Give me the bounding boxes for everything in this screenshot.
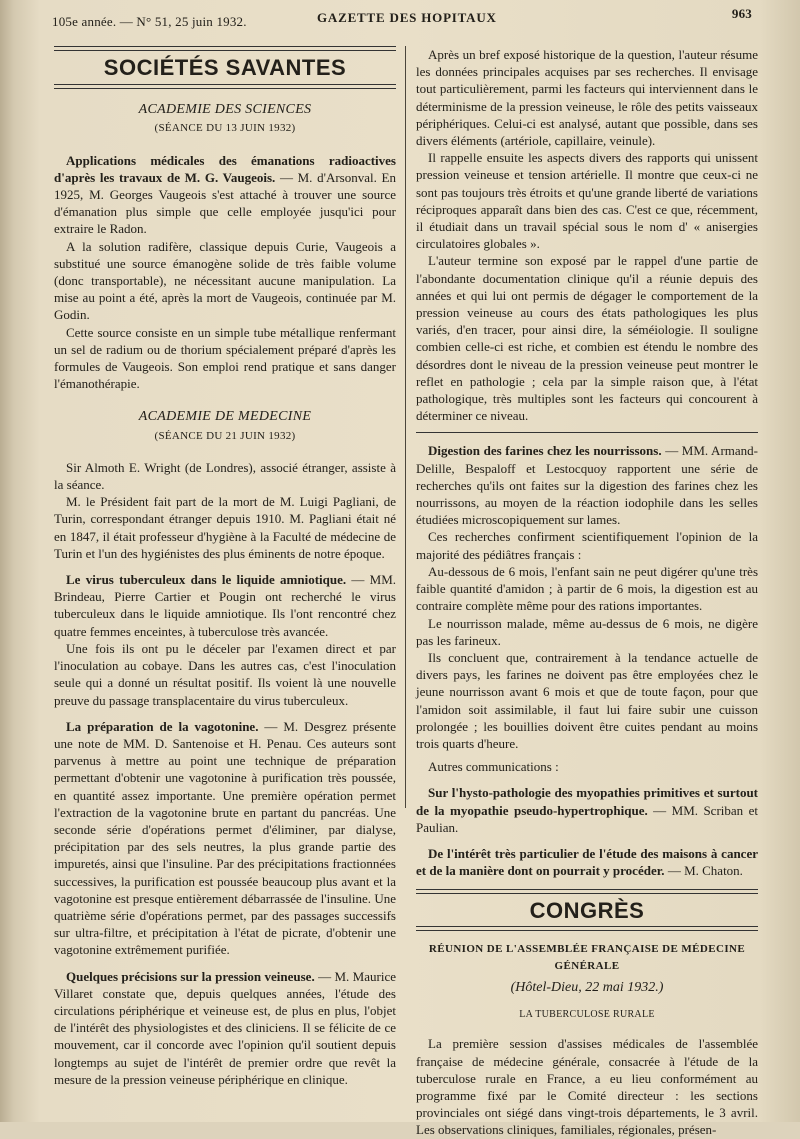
- article-paragraph: [54, 968, 396, 1088]
- article-title: Applications médicales des émanations radioactives d'après les travaux de M. G. Vaugeois.: [54, 152, 396, 185]
- article-title: Le virus tuberculeux dans le liquide amniotique.: [66, 572, 347, 588]
- article-paragraph: Au-dessous de 6 mois, l'enfant sain ne peut digérer qu'une très faible quantité d'amidon ; à partir de 6 mois, la digestion est au contraire complète même pour des rations importantes.: [416, 563, 758, 614]
- article-title: Digestion des farines chez les nourrissons.: [428, 443, 662, 459]
- article-paragraph: [416, 784, 758, 836]
- double-rule: [416, 926, 758, 931]
- article-text: — MM. Scriban et Paulian.: [416, 802, 758, 835]
- article-title: La préparation de la vagotonine.: [66, 718, 259, 734]
- left-column: [54, 46, 396, 1088]
- meeting-title: RÉUNION DE L'ASSEMBLÉE FRANÇAISE DE MÉDECINE GÉNÉRALE: [428, 942, 746, 972]
- academy-title: ACADEMIE DE MEDECINE: [138, 409, 312, 425]
- article-text: — M. Chaton.: [664, 863, 743, 879]
- article-paragraph: [416, 442, 758, 528]
- article-text: — M. d'Arsonval. En 1925, M. Georges Vaugeois s'est attaché à trouver une source d'émanation plus simple que celle employée jusqu'ici pour extraire le Radon.: [54, 169, 396, 237]
- article-title: Sur l'hysto-pathologie des myopathies primitives et surtout de la myopathie pseudo-hypertrophique.: [416, 785, 758, 818]
- double-rule: [54, 84, 396, 89]
- article-paragraph: [54, 718, 396, 959]
- page-header: [52, 8, 752, 34]
- issue-info: 105e année. — N° 51, 25 juin 1932.: [52, 14, 247, 29]
- article-paragraph: Le nourrisson malade, même au-dessus de 6 mois, ne digère pas les farineux.: [416, 615, 758, 648]
- article-paragraph: L'auteur termine son exposé par le rappel d'une partie de l'abondante documentation clinique qu'il a réunie depuis des années et qui lui ont permis de dégager le comportement de la pression veineuse au cours des états pathologiques les plus variés, d'en tracer, pour ainsi dire, la séméiologie. Il souligne combien celle-ci est riche, et combien est étendu le nombre des désordres dont le niveau de la pression veineuse peut montrer le reflet en pathologie ; cela par la simple raison que, à l'état pathologique, très multiples sont les facteurs qui concourent à déterminer ce niveau.: [416, 253, 758, 424]
- article-text: — M. Desgrez présente une note de MM. D. Santenoise et H. Penau. Ces auteurs sont parvenus à mettre au point une technique de préparation permettant d'obtenir une vagotonine à purification très poussée, en quantité assez importante. Une première opération permet l'extraction de la vagotonine brute en partant du pancréas. Une seconde série d'opérations permet d'éliminer, par dialyse, précipitation par des sels neutres, la plus grande partie des impuretés, ainsi que l'insuline. Par des précipitations fractionnées successives, la purification est poussée beaucoup plus avant et la vagotonine est presque entièrement débarrassée de l'insuline. Une quatrième série d'opérations permet, par des passages successifs sur ultra-filtre, et précipitation à l'état de picrate, d'obtenir une vagotonine extrêmement purifiée.: [54, 718, 396, 958]
- article-paragraph: Sir Almoth E. Wright (de Londres), associé étranger, assiste à la séance.: [54, 459, 396, 493]
- subsection-title: LA TUBERCULOSE RURALE: [519, 1009, 655, 1021]
- article-paragraph: Ces recherches confirment scientifiquement l'opinion de la majorité des pédiâtres français :: [416, 529, 758, 562]
- article-title: Quelques précisions sur la pression veineuse.: [66, 968, 315, 984]
- article-paragraph: M. le Président fait part de la mort de M. Luigi Pagliani, de Turin, correspondant étranger depuis 1910. M. Pagliani était né en 1847, il était professeur d'hygiène à la Faculté de médecine de Turin et l'un des hygiénistes des plus éminents de notre époque.: [54, 494, 396, 561]
- article-paragraph: Ils concluent que, contrairement à la tendance actuelle de divers pays, les farines ne doivent pas être employées chez le jeune nourrisson avant 6 mois et que de toute façon, pour que l'amidon soit assimilable, il faut lui faire subir une cuisson prolongée ; les bouillies doivent être cuites pendant au moins trois quarts d'heure.: [416, 649, 758, 751]
- academy-title: ACADEMIE DES SCIENCES: [138, 102, 312, 118]
- article-paragraph: [54, 571, 396, 640]
- congress-title: CONGRÈS: [529, 898, 645, 924]
- article-paragraph: [416, 845, 758, 879]
- article-paragraph: Cette source consiste en un simple tube métallique renfermant un sel de radium ou de thorium spécialement préparé d'après les formules de Vaugeois. Son emploi rend pratique et sans danger l'émanothérapie.: [54, 324, 396, 392]
- article-title: De l'intérêt très particulier de l'étude des maisons à cancer et de la manière dont on pourrait y procéder.: [416, 845, 758, 879]
- session-date: (SÉANCE DU 13 JUIN 1932): [154, 122, 296, 135]
- article-paragraph: Il rappelle ensuite les aspects divers des rapports qui unissent pression veineuse et tension artérielle. Il montre que ceux-ci ne sont pas toujours très étroits et qu'une grande liberté de variations réciproques apparaît dans bien des cas. C'est ce que, récemment, il étudiait dans un travail spécial sous le nom d' « anisergies circulatoires globales ».: [416, 150, 758, 252]
- journal-title: GAZETTE DES HOPITAUX: [317, 10, 497, 25]
- article-paragraph: A la solution radifère, classique depuis Curie, Vaugeois a substitué une source émanogène solide de très faible volume (donc transportable), ne nécessitant aucune manipulation. La mise au point a été, après la mort de Vaugeois, continuée par M. Godin.: [54, 238, 396, 323]
- page-number: 963: [731, 6, 752, 21]
- double-rule: [416, 889, 758, 894]
- article-text: — MM. Armand-Delille, Bespaloff et Lestocquoy rapportent une série de recherches qu'ils ont faites sur la digestion des farines chez les nourrissons, au moyen de la réaction iodophile dans les selles étudiées microscopiquement sur lames.: [416, 443, 758, 528]
- article-paragraph: Une fois ils ont pu le déceler par l'examen direct et par l'inoculation au cobaye. Dans les autres cas, c'est l'inoculation seule qui a donné un résultat positif. Ils voient là une nouvelle preuve du passage transplacentaire du virus tuberculeux.: [54, 640, 396, 708]
- article-paragraph: La première session d'assises médicales de l'assemblée française de médecine générale, consacrée à l'étude de la tuberculose rurale en France, a eu lieu conformément au programme fixé par le Comité directeur : les sections provinciales ont siégé dans vingt-trois départements, le 3 avril. Les observations cliniques, familiales, régionales, présen-: [416, 1036, 758, 1138]
- article-text: — M. Maurice Villaret constate que, depuis quelques années, l'étude des circulations périphérique et veineuse est, de plus en plus, l'objet de l'intérêt des physiologistes et des cliniciens. Il se félicite de ce mouvement, car il concorde avec l'opinion qu'il soutient depuis longtemps au sujet de l'intérêt de premier ordre que revêt la mesure de la pression veineuse périphérique en clinique.: [54, 968, 396, 1087]
- session-date: (SÉANCE DU 21 JUIN 1932): [154, 429, 296, 442]
- column-divider: [405, 46, 406, 808]
- article-paragraph: [54, 152, 396, 238]
- right-column: [416, 46, 758, 1139]
- other-communications-label: Autres communications :: [428, 759, 559, 775]
- separator-rule: [416, 432, 758, 433]
- article-paragraph: Après un bref exposé historique de la question, l'auteur résume les données principales acquises par ses recherches. Il envisage tout particulièrement, parmi les facteurs qui interviennent dans le déterminisme de la pression veineuse, le rôle des petits vaisseaux périphériques. Celui-ci est analysé, autant que possible, dans ses divers éléments (artériole, capillaire, veinule).: [416, 47, 758, 149]
- meeting-place: (Hôtel-Dieu, 22 mai 1932.): [510, 979, 664, 995]
- double-rule: [54, 46, 396, 51]
- section-title: SOCIÉTÉS SAVANTES: [103, 55, 347, 80]
- article-text: — MM. Brindeau, Pierre Cartier et Pougin ont recherché le virus tuberculeux dans le liquide amniotique. Ils l'ont rencontré chez quatre femmes enceintes, à tuberculose très avancée.: [54, 572, 396, 639]
